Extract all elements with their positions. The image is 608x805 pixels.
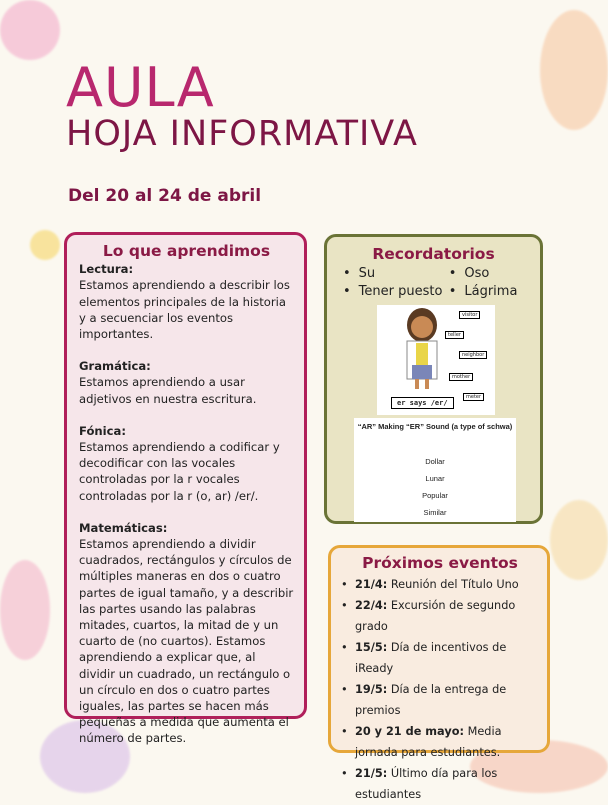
word-card: neighbor	[459, 351, 487, 359]
event-date: 22/4:	[355, 599, 388, 612]
event-text: Día de la entrega de premios	[355, 683, 507, 717]
event-date: 21/4:	[355, 578, 388, 591]
reminder-word: • Su	[343, 265, 449, 283]
event-date: 15/5:	[355, 641, 388, 654]
section-label: Gramática:	[79, 359, 151, 374]
section-label: Matemáticas:	[79, 520, 168, 535]
section-label: Lectura:	[79, 262, 134, 277]
caption: er says /er/	[391, 397, 454, 409]
page-subtitle: HOJA INFORMATIVA	[66, 114, 418, 154]
word-card: meter	[463, 393, 484, 401]
word: Lunar	[425, 474, 445, 483]
reminder-word: • Lágrima	[449, 283, 530, 301]
section-reading	[79, 261, 294, 342]
page-title: AULA	[66, 56, 215, 119]
word: Dollar	[425, 457, 445, 466]
events-box	[328, 545, 550, 801]
reminders-box	[324, 234, 543, 524]
word: Popular	[422, 491, 448, 500]
ar-sound-chart	[354, 418, 516, 522]
event-text: Media jornada para estudiantes.	[355, 725, 502, 759]
event-date: 19/5:	[355, 683, 388, 696]
event-item	[341, 721, 539, 763]
word-card: visitor	[459, 311, 480, 319]
section-text: Estamos aprendiendo a usar adjetivos en nuestra escritura.	[79, 375, 257, 406]
event-item	[341, 637, 539, 679]
word-card: teller	[445, 331, 464, 339]
event-item	[341, 595, 539, 637]
event-text: Excursión de segundo grado	[355, 599, 516, 633]
section-phonics	[79, 423, 294, 504]
section-text: Estamos aprendiendo a describir los elementos principales de la historia y a secuenciar los eventos importantes.	[79, 278, 290, 342]
event-item	[341, 679, 539, 721]
section-label: Fónica:	[79, 423, 126, 438]
word-card: mother	[449, 373, 473, 381]
chart-title: “AR” Making “ER” Sound (a type of schwa)	[357, 422, 513, 431]
section-grammar	[79, 358, 294, 407]
events-title: Próximos eventos	[362, 554, 518, 572]
reminder-word: • Oso	[449, 265, 530, 283]
event-text: Último día para los estudiantes	[355, 767, 498, 801]
event-item	[341, 574, 539, 595]
reminder-word: • Tener puesto	[343, 283, 449, 301]
section-text: Estamos aprendiendo a dividir cuadrados, rectángulos y círculos de múltiples maneras en dos o cuatro partes de igual tamaño, y a describir las partes usando las palabras mitades, cuartos, la mitad de y un cuarto de (no cuartos). Estamos aprendiendo a explicar que, al dividir un cuadrado, un rectángulo o un círculo en dos o cuatro partes iguales, las partes se hacen más pequeñas a medida que aumenta el número de partes.	[79, 537, 294, 746]
word: Similar	[423, 508, 447, 517]
reminders-title: Recordatorios	[372, 245, 495, 263]
er-sound-illustration	[377, 305, 495, 415]
doctor-girl-icon	[387, 307, 457, 397]
event-text: Día de incentivos de iReady	[355, 641, 507, 675]
week-date: Del 20 al 24 de abril	[68, 186, 262, 206]
learning-title: Lo que aprendimos	[102, 242, 271, 260]
section-text: Estamos aprendiendo a codificar y decodificar con las vocales controladas por la r vocales controladas por la r (o, ar) /er/.	[79, 440, 280, 503]
event-date: 20 y 21 de mayo:	[355, 725, 464, 738]
event-text: Reunión del Título Uno	[390, 578, 519, 591]
event-date: 21/5:	[355, 767, 388, 780]
section-math	[79, 520, 294, 747]
learning-box	[64, 232, 307, 746]
event-item	[341, 763, 539, 805]
